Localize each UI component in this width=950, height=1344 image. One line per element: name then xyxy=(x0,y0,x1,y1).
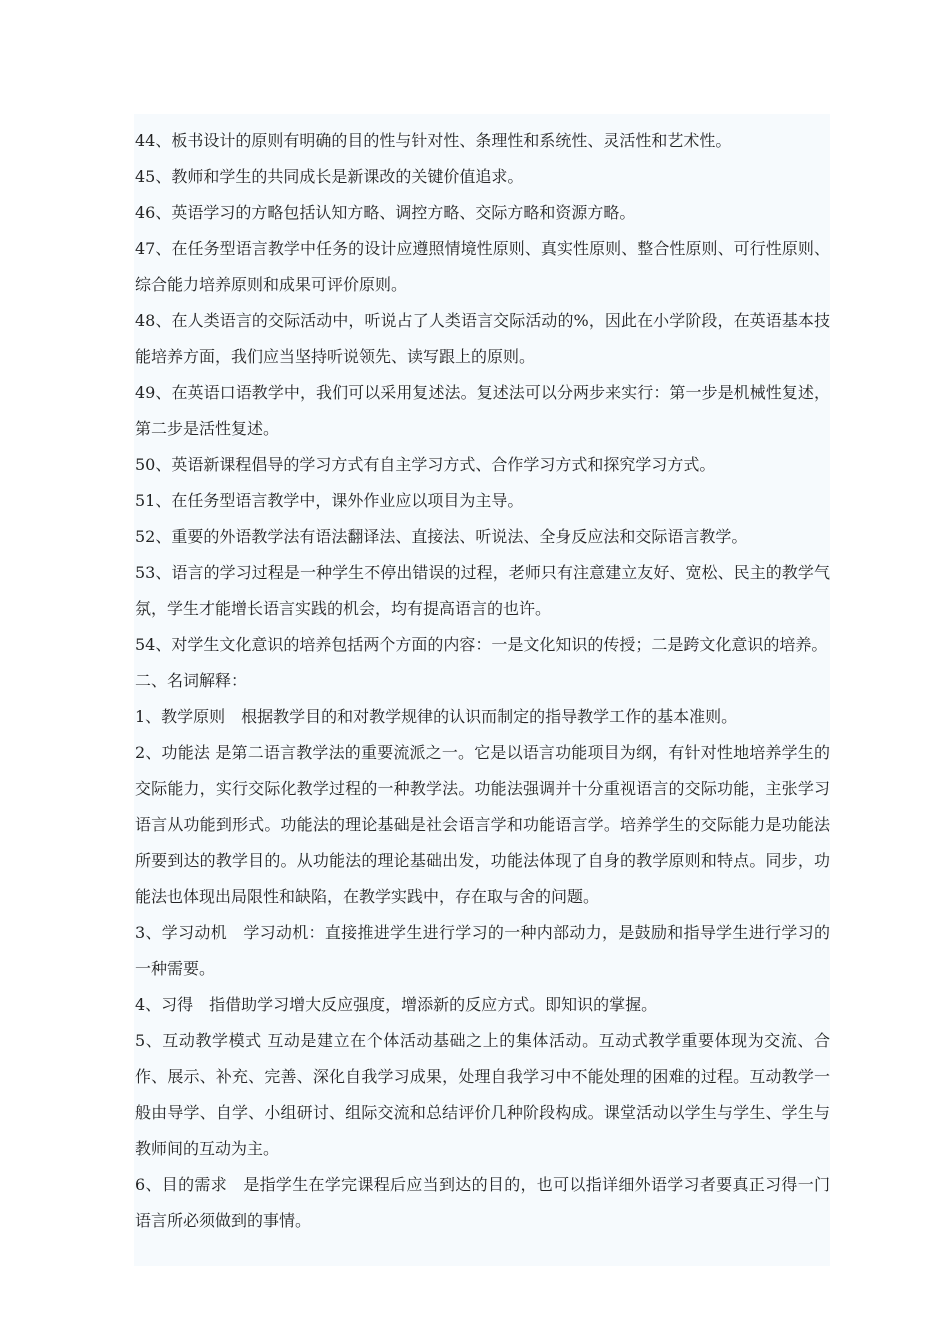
item-46: 46、英语学习的方略包括认知方略、调控方略、交际方略和资源方略。 xyxy=(135,203,636,222)
term-5-interactive-teaching-model: 5、互动教学模式 互动是建立在个体活动基础之上的集体活动。互动式教学重要体现为交流、合作、展示、补充、完善、深化自我学习成果，处理自我学习中不能处理的困难的过程。互动教学一般由导学、自学、小组研讨、组际交流和总结评价几种阶段构成。课堂活动以学生与学生、学生与教师间的互动为主。 xyxy=(135,1031,830,1158)
term-4-acquisition: 4、习得 指借助学习增大反应强度，增添新的反应方式。即知识的掌握。 xyxy=(135,995,658,1014)
term-2-functional-approach: 2、功能法 是第二语言教学法的重要流派之一。它是以语言功能项目为纲，有针对性地培养学生的交际能力，实行交际化教学过程的一种教学法。功能法强调并十分重视语言的交际功能，主张学习语言从功能到形式。功能法的理论基础是社会语言学和功能语言学。培养学生的交际能力是功能法所要到达的教学目的。从功能法的理论基础出发，功能法体现了自身的教学原则和特点。同步，功能法也体现出局限性和缺陷，在教学实践中，存在取与舍的问题。 xyxy=(135,743,830,906)
item-51: 51、在任务型语言教学中，课外作业应以项目为主导。 xyxy=(135,491,524,510)
item-54: 54、对学生文化意识的培养包括两个方面的内容：一是文化知识的传授；二是跨文化意识的培养。 xyxy=(135,635,828,654)
item-49: 49、在英语口语教学中，我们可以采用复述法。复述法可以分两步来实行：第一步是机械性复述，第二步是活性复述。 xyxy=(135,383,830,438)
item-52: 52、重要的外语教学法有语法翻译法、直接法、听说法、全身反应法和交际语言教学。 xyxy=(135,527,748,546)
section-heading-term-definitions: 二、名词解释： xyxy=(135,671,248,690)
item-47: 47、在任务型语言教学中任务的设计应遵照情境性原则、真实性原则、整合性原则、可行性原则、综合能力培养原则和成果可评价原则。 xyxy=(135,239,830,294)
term-1-teaching-principle: 1、教学原则 根据教学目的和对教学规律的认识而制定的指导教学工作的基本准则。 xyxy=(135,707,738,726)
document-body xyxy=(134,114,830,1266)
item-50: 50、英语新课程倡导的学习方式有自主学习方式、合作学习方式和探究学习方式。 xyxy=(135,455,716,474)
item-53: 53、语言的学习过程是一种学生不停出错误的过程，老师只有注意建立友好、宽松、民主的教学气氛，学生才能增长语言实践的机会，均有提高语言的也许。 xyxy=(135,563,830,618)
term-3-learning-motivation: 3、学习动机 学习动机：直接推进学生进行学习的一种内部动力，是鼓励和指导学生进行学习的一种需要。 xyxy=(135,923,830,978)
item-45: 45、教师和学生的共同成长是新课改的关键价值追求。 xyxy=(135,167,524,186)
item-44: 44、板书设计的原则有明确的目的性与针对性、条理性和系统性、灵活性和艺术性。 xyxy=(135,131,732,150)
item-48: 48、在人类语言的交际活动中，听说占了人类语言交际活动的%，因此在小学阶段，在英语基本技能培养方面，我们应当坚持听说领先、读写跟上的原则。 xyxy=(135,311,830,366)
term-6-target-needs: 6、目的需求 是指学生在学完课程后应当到达的目的，也可以指详细外语学习者要真正习得一门语言所必须做到的事情。 xyxy=(135,1175,830,1230)
